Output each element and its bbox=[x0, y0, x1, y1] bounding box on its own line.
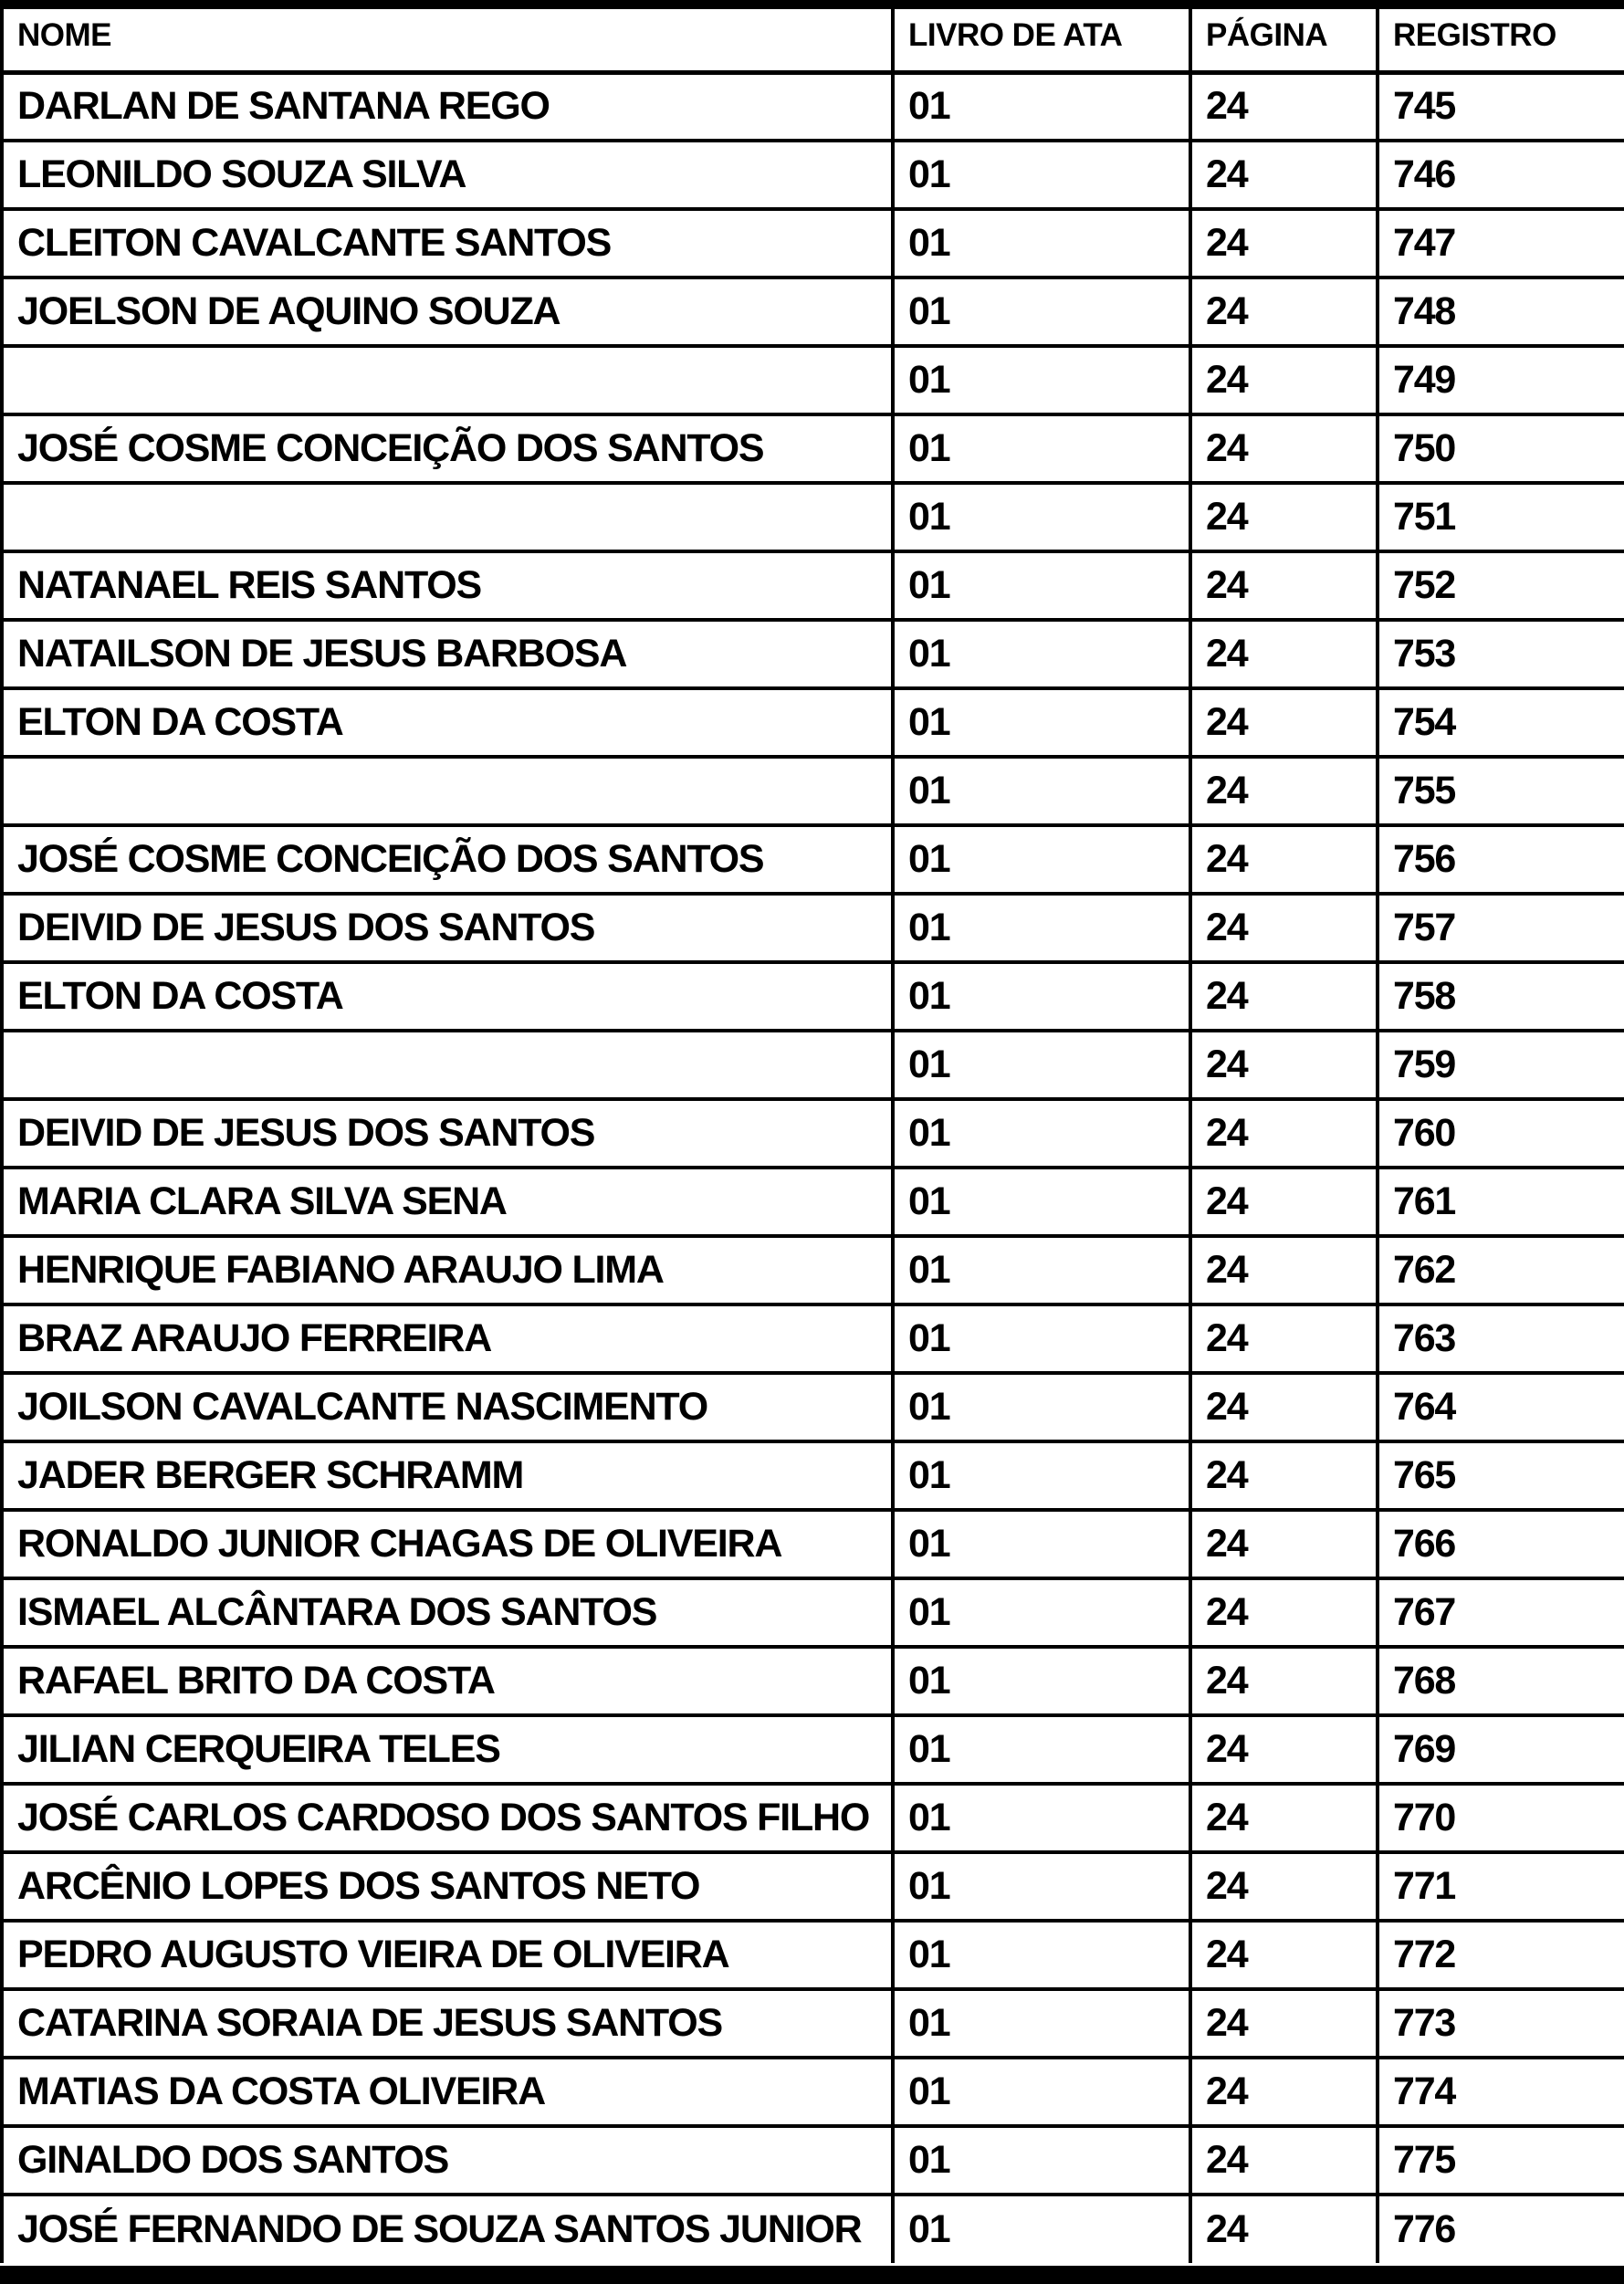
cell-livro-de-ata: 01 bbox=[893, 1715, 1190, 1784]
cell-livro-de-ata: 01 bbox=[893, 1168, 1190, 1236]
cell-pagina: 24 bbox=[1190, 72, 1378, 141]
header-cell-registro: REGISTRO bbox=[1378, 9, 1624, 72]
cell-nome: JOILSON CAVALCANTE NASCIMENTO bbox=[2, 1373, 893, 1441]
cell-nome: JOSÉ COSME CONCEIÇÃO DOS SANTOS bbox=[2, 825, 893, 894]
table-row bbox=[2, 1921, 1624, 1989]
cell-livro-de-ata: 01 bbox=[893, 1852, 1190, 1921]
table-row bbox=[2, 72, 1624, 141]
cell-nome: RAFAEL BRITO DA COSTA bbox=[2, 1647, 893, 1715]
table-row bbox=[2, 1304, 1624, 1373]
cell-livro-de-ata: 01 bbox=[893, 1578, 1190, 1647]
cell-registro: 766 bbox=[1378, 1510, 1624, 1578]
cell-pagina: 24 bbox=[1190, 1578, 1378, 1647]
table-row bbox=[2, 1647, 1624, 1715]
cell-registro: 755 bbox=[1378, 757, 1624, 825]
cell-nome bbox=[2, 483, 893, 551]
table-row bbox=[2, 551, 1624, 620]
registry-table bbox=[0, 9, 1624, 2263]
table-row bbox=[2, 1168, 1624, 1236]
cell-pagina: 24 bbox=[1190, 2058, 1378, 2126]
cell-pagina: 24 bbox=[1190, 278, 1378, 346]
cell-nome: JOSÉ COSME CONCEIÇÃO DOS SANTOS bbox=[2, 414, 893, 483]
table-row bbox=[2, 278, 1624, 346]
cell-livro-de-ata: 01 bbox=[893, 346, 1190, 414]
cell-livro-de-ata: 01 bbox=[893, 1784, 1190, 1852]
table-row bbox=[2, 1989, 1624, 2058]
cell-livro-de-ata: 01 bbox=[893, 209, 1190, 278]
cell-livro-de-ata: 01 bbox=[893, 278, 1190, 346]
cell-nome: GINALDO DOS SANTOS bbox=[2, 2126, 893, 2195]
cell-livro-de-ata: 01 bbox=[893, 551, 1190, 620]
cell-pagina: 24 bbox=[1190, 346, 1378, 414]
cell-registro: 764 bbox=[1378, 1373, 1624, 1441]
cell-pagina: 24 bbox=[1190, 1373, 1378, 1441]
table-row bbox=[2, 414, 1624, 483]
cell-livro-de-ata: 01 bbox=[893, 1510, 1190, 1578]
cell-registro: 760 bbox=[1378, 1099, 1624, 1168]
table-row bbox=[2, 1784, 1624, 1852]
cell-registro: 761 bbox=[1378, 1168, 1624, 1236]
cell-pagina: 24 bbox=[1190, 2195, 1378, 2263]
cell-nome: JOSÉ CARLOS CARDOSO DOS SANTOS FILHO bbox=[2, 1784, 893, 1852]
table-row bbox=[2, 346, 1624, 414]
cell-registro: 774 bbox=[1378, 2058, 1624, 2126]
cell-pagina: 24 bbox=[1190, 962, 1378, 1031]
cell-registro: 768 bbox=[1378, 1647, 1624, 1715]
header-row bbox=[2, 9, 1624, 72]
cell-livro-de-ata: 01 bbox=[893, 757, 1190, 825]
cell-livro-de-ata: 01 bbox=[893, 1373, 1190, 1441]
cell-registro: 763 bbox=[1378, 1304, 1624, 1373]
cell-registro: 752 bbox=[1378, 551, 1624, 620]
cell-pagina: 24 bbox=[1190, 551, 1378, 620]
cell-registro: 756 bbox=[1378, 825, 1624, 894]
table-row bbox=[2, 1373, 1624, 1441]
cell-nome: ARCÊNIO LOPES DOS SANTOS NETO bbox=[2, 1852, 893, 1921]
cell-nome: PEDRO AUGUSTO VIEIRA DE OLIVEIRA bbox=[2, 1921, 893, 1989]
cell-registro: 771 bbox=[1378, 1852, 1624, 1921]
cell-nome bbox=[2, 1031, 893, 1099]
cell-livro-de-ata: 01 bbox=[893, 1304, 1190, 1373]
cell-nome: ELTON DA COSTA bbox=[2, 962, 893, 1031]
cell-pagina: 24 bbox=[1190, 1989, 1378, 2058]
cell-livro-de-ata: 01 bbox=[893, 2058, 1190, 2126]
cell-nome bbox=[2, 346, 893, 414]
cell-livro-de-ata: 01 bbox=[893, 1647, 1190, 1715]
cell-registro: 754 bbox=[1378, 688, 1624, 757]
cell-livro-de-ata: 01 bbox=[893, 1989, 1190, 2058]
cell-registro: 746 bbox=[1378, 141, 1624, 209]
cell-pagina: 24 bbox=[1190, 209, 1378, 278]
cell-pagina: 24 bbox=[1190, 825, 1378, 894]
cell-nome: LEONILDO SOUZA SILVA bbox=[2, 141, 893, 209]
cell-nome: JOELSON DE AQUINO SOUZA bbox=[2, 278, 893, 346]
cell-nome: DEIVID DE JESUS DOS SANTOS bbox=[2, 1099, 893, 1168]
cell-pagina: 24 bbox=[1190, 414, 1378, 483]
cell-registro: 753 bbox=[1378, 620, 1624, 688]
cell-nome: MARIA CLARA SILVA SENA bbox=[2, 1168, 893, 1236]
cell-pagina: 24 bbox=[1190, 757, 1378, 825]
table-row bbox=[2, 757, 1624, 825]
cell-registro: 750 bbox=[1378, 414, 1624, 483]
cell-livro-de-ata: 01 bbox=[893, 962, 1190, 1031]
cell-pagina: 24 bbox=[1190, 1099, 1378, 1168]
cell-nome: CATARINA SORAIA DE JESUS SANTOS bbox=[2, 1989, 893, 2058]
table-row bbox=[2, 688, 1624, 757]
table-row bbox=[2, 2195, 1624, 2263]
table-row bbox=[2, 1715, 1624, 1784]
cell-pagina: 24 bbox=[1190, 1031, 1378, 1099]
cell-registro: 749 bbox=[1378, 346, 1624, 414]
cell-livro-de-ata: 01 bbox=[893, 688, 1190, 757]
cell-livro-de-ata: 01 bbox=[893, 141, 1190, 209]
header-cell-nome: NOME bbox=[2, 9, 893, 72]
cell-nome: NATAILSON DE JESUS BARBOSA bbox=[2, 620, 893, 688]
table-row bbox=[2, 1031, 1624, 1099]
cell-pagina: 24 bbox=[1190, 1510, 1378, 1578]
table-row bbox=[2, 825, 1624, 894]
table-row bbox=[2, 1236, 1624, 1304]
cell-nome: JADER BERGER SCHRAMM bbox=[2, 1441, 893, 1510]
cell-nome: DEIVID DE JESUS DOS SANTOS bbox=[2, 894, 893, 962]
header-cell-livro-de-ata: LIVRO DE ATA bbox=[893, 9, 1190, 72]
cell-nome: NATANAEL REIS SANTOS bbox=[2, 551, 893, 620]
cell-registro: 758 bbox=[1378, 962, 1624, 1031]
cell-pagina: 24 bbox=[1190, 688, 1378, 757]
cell-registro: 773 bbox=[1378, 1989, 1624, 2058]
cell-livro-de-ata: 01 bbox=[893, 1921, 1190, 1989]
table-row bbox=[2, 483, 1624, 551]
table-row bbox=[2, 1852, 1624, 1921]
cell-livro-de-ata: 01 bbox=[893, 1236, 1190, 1304]
cell-livro-de-ata: 01 bbox=[893, 1099, 1190, 1168]
cell-pagina: 24 bbox=[1190, 2126, 1378, 2195]
cell-pagina: 24 bbox=[1190, 1304, 1378, 1373]
cell-nome: DARLAN DE SANTANA REGO bbox=[2, 72, 893, 141]
table-row bbox=[2, 1099, 1624, 1168]
table-row bbox=[2, 894, 1624, 962]
cell-livro-de-ata: 01 bbox=[893, 2195, 1190, 2263]
cell-pagina: 24 bbox=[1190, 1236, 1378, 1304]
table-row bbox=[2, 2126, 1624, 2195]
cell-registro: 747 bbox=[1378, 209, 1624, 278]
cell-registro: 762 bbox=[1378, 1236, 1624, 1304]
cell-nome: BRAZ ARAUJO FERREIRA bbox=[2, 1304, 893, 1373]
cell-registro: 770 bbox=[1378, 1784, 1624, 1852]
cell-pagina: 24 bbox=[1190, 141, 1378, 209]
cell-registro: 745 bbox=[1378, 72, 1624, 141]
cell-registro: 775 bbox=[1378, 2126, 1624, 2195]
header-cell-pagina: PÁGINA bbox=[1190, 9, 1378, 72]
cell-pagina: 24 bbox=[1190, 1784, 1378, 1852]
cell-pagina: 24 bbox=[1190, 1852, 1378, 1921]
cell-nome: RONALDO JUNIOR CHAGAS DE OLIVEIRA bbox=[2, 1510, 893, 1578]
cell-registro: 776 bbox=[1378, 2195, 1624, 2263]
cell-livro-de-ata: 01 bbox=[893, 1031, 1190, 1099]
cell-nome: JOSÉ FERNANDO DE SOUZA SANTOS JUNIOR bbox=[2, 2195, 893, 2263]
cell-nome: JILIAN CERQUEIRA TELES bbox=[2, 1715, 893, 1784]
cell-livro-de-ata: 01 bbox=[893, 1441, 1190, 1510]
cell-pagina: 24 bbox=[1190, 620, 1378, 688]
cell-registro: 772 bbox=[1378, 1921, 1624, 1989]
cell-livro-de-ata: 01 bbox=[893, 894, 1190, 962]
cell-nome: ISMAEL ALCÂNTARA DOS SANTOS bbox=[2, 1578, 893, 1647]
cell-registro: 751 bbox=[1378, 483, 1624, 551]
cell-nome: MATIAS DA COSTA OLIVEIRA bbox=[2, 2058, 893, 2126]
cell-livro-de-ata: 01 bbox=[893, 72, 1190, 141]
cell-pagina: 24 bbox=[1190, 1168, 1378, 1236]
cell-livro-de-ata: 01 bbox=[893, 483, 1190, 551]
cell-nome: ELTON DA COSTA bbox=[2, 688, 893, 757]
cell-livro-de-ata: 01 bbox=[893, 825, 1190, 894]
document-sheet bbox=[0, 9, 1624, 2266]
cell-pagina: 24 bbox=[1190, 1441, 1378, 1510]
cell-pagina: 24 bbox=[1190, 1715, 1378, 1784]
table-row bbox=[2, 620, 1624, 688]
cell-registro: 767 bbox=[1378, 1578, 1624, 1647]
cell-registro: 769 bbox=[1378, 1715, 1624, 1784]
cell-registro: 757 bbox=[1378, 894, 1624, 962]
cell-nome: CLEITON CAVALCANTE SANTOS bbox=[2, 209, 893, 278]
cell-pagina: 24 bbox=[1190, 894, 1378, 962]
table-row bbox=[2, 209, 1624, 278]
table-row bbox=[2, 962, 1624, 1031]
cell-livro-de-ata: 01 bbox=[893, 414, 1190, 483]
cell-livro-de-ata: 01 bbox=[893, 620, 1190, 688]
cell-pagina: 24 bbox=[1190, 1921, 1378, 1989]
table-row bbox=[2, 1578, 1624, 1647]
table-body bbox=[2, 72, 1624, 2263]
table-row bbox=[2, 2058, 1624, 2126]
cell-nome: HENRIQUE FABIANO ARAUJO LIMA bbox=[2, 1236, 893, 1304]
cell-nome bbox=[2, 757, 893, 825]
table-row bbox=[2, 1441, 1624, 1510]
cell-pagina: 24 bbox=[1190, 483, 1378, 551]
cell-pagina: 24 bbox=[1190, 1647, 1378, 1715]
cell-registro: 759 bbox=[1378, 1031, 1624, 1099]
table-row bbox=[2, 141, 1624, 209]
table-row bbox=[2, 1510, 1624, 1578]
cell-registro: 748 bbox=[1378, 278, 1624, 346]
cell-registro: 765 bbox=[1378, 1441, 1624, 1510]
cell-livro-de-ata: 01 bbox=[893, 2126, 1190, 2195]
